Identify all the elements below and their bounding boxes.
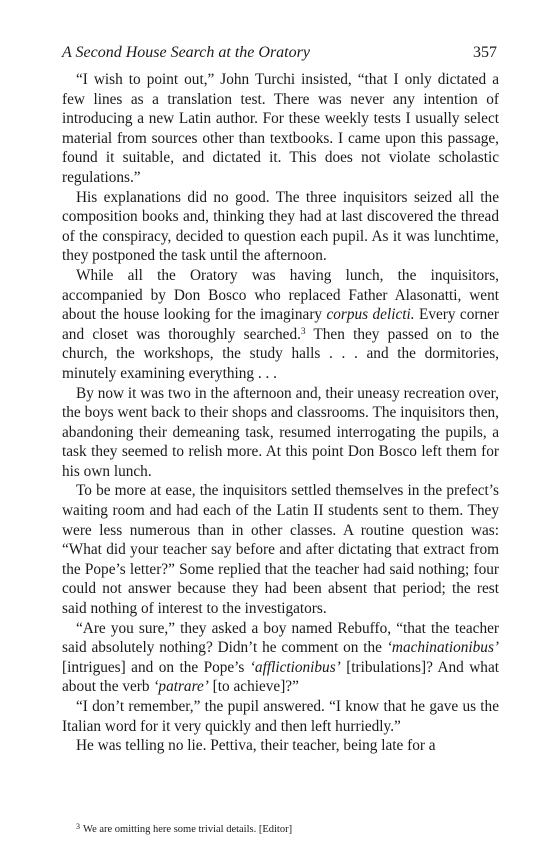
text-run: While all the Oratory was having lunch, the inquisitors, accompanied by Don Bosco who replaced Father Alasonatti, went about the house looking for the imaginary — [62, 266, 499, 324]
running-header — [62, 44, 497, 62]
text-run: [intrigues] and on the Pope’s — [62, 658, 250, 676]
footnote-text: We are omitting here some trivial details. [Editor] — [83, 824, 293, 835]
page-number: 357 — [473, 44, 497, 61]
latin-term: corpus delicti. — [326, 306, 415, 324]
footnote-mark: 3 — [76, 822, 80, 831]
text-run: Then they passed on to the church, the workshops, the study halls . . . and the dormitories, minutely examining everything . . . — [62, 325, 500, 382]
paragraph — [62, 266, 499, 384]
body-text — [62, 70, 499, 756]
latin-term: ‘patrare’ — [153, 678, 209, 696]
latin-term: ‘machinationibus’ — [386, 639, 499, 657]
running-title: A Second House Search at the Oratory — [62, 44, 310, 61]
text-run: “Are you sure,” they asked a boy named Rebuffo, “that the teacher said absolutely nothing? Didn’t he comment on the — [62, 619, 499, 657]
paragraph: By now it was two in the afternoon and, their uneasy recreation over, the boys went back to their shops and classrooms. The inquisitors then, abandoning their demeaning task, resumed interrogating the pupils, a task they seemed to relish more. At this point Don Bosco left them for his own lunch. — [62, 384, 499, 480]
paragraph — [62, 619, 499, 697]
paragraph: “I don’t remember,” the pupil answered. “I know that he gave us the Italian word for it very quickly and then left hurriedly.” — [62, 698, 499, 735]
paragraph: “I wish to point out,” John Turchi insisted, “that I only dictated a few lines as a translation test. There was never any intention of introducing a new Latin author. For these weekly tests I usually select material from sources other than textbooks. I came upon this passage, found it suitable, and dictated it. This does not violate scholastic regulations.” — [62, 71, 499, 186]
paragraph: His explanations did no good. The three inquisitors seized all the composition books and, thinking they had at last discovered the thread of the conspiracy, decided to question each pupil. As it was lunchtime, they postponed the task until the afternoon. — [62, 188, 499, 265]
footnote — [76, 820, 506, 836]
paragraph: To be more at ease, the inquisitors settled themselves in the prefect’s waiting room and had each of the Latin II students sent to them. They were less numerous than in other classes. A routine question was: “What did your teacher say before and after dictating that extract from the Pope’s letter?” Some replied that the teacher had said nothing; four could not answer because they had been absent that period; the rest said nothing of interest to the investigators. — [62, 482, 499, 618]
text-run: [tribulations]? And what about the verb — [62, 658, 499, 696]
text-run: Every corner and closet was thoroughly searched. — [62, 306, 499, 343]
text-run: [to achieve]?” — [208, 678, 299, 696]
latin-term: ‘afflictionibus’ — [249, 658, 341, 676]
paragraph: He was telling no lie. Pettiva, their teacher, being late for a — [76, 737, 436, 755]
footnote-reference: 3 — [300, 325, 306, 336]
